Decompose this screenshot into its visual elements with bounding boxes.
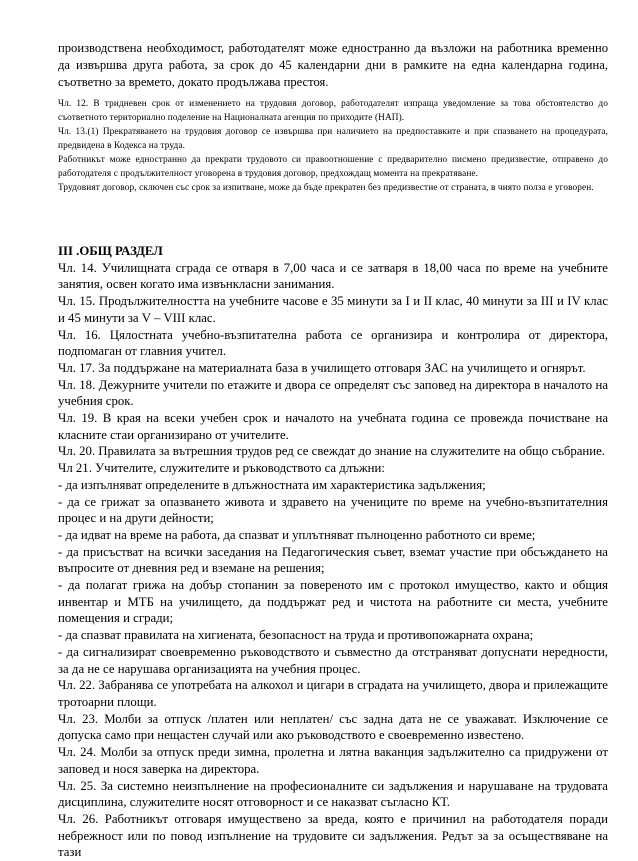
small-print-section — [58, 97, 608, 195]
duty-item: - да идват на време на работа, да спазват и уплътняват пълноценно работното си време; — [58, 527, 536, 542]
article-17: Чл. 17. За поддържане на материалната база в училището отговаря ЗАС на училището и огнярът. — [58, 360, 586, 375]
article-13-paragraph: Чл. 13.(1) Прекратяването на трудовия договор се извършва при наличието на предпоставките и при спазването на процедурата, предвидена в Кодекса на труда. — [58, 127, 608, 151]
probation-contract-paragraph: Трудовият договор, сключен със срок за изпитване, може да бъде прекратен без предизвестие от страната, в чиято полза е уговорен. — [58, 183, 594, 193]
article-12-paragraph: Чл. 12. В тридневен срок от изменението на трудовия договор, работодателят изпраща уведомление за това обстоятелство до съответното териториално поделение на Националната агенция по приходите (НАП). — [58, 99, 608, 123]
article-14: Чл. 14. Училищната сграда се отваря в 7,00 часа и се затваря в 18,00 часа по време на учебните занятия, освен когато има извънкласни занимания. — [58, 260, 608, 292]
top-paragraph: производствена необходимост, работодателят може едностранно да възложи на работника временно да извършва друга работа, за срок до 45 календарни дни в рамките на една календарна година, съответно за времето, докато продължава престоя. — [58, 41, 608, 89]
duty-item: - да се грижат за опазването живота и здравето на учениците по време на учебно-възпитателния процес и на други дейности; — [58, 494, 608, 526]
article-16: Чл. 16. Цялостната учебно-възпитателна работа се организира и контролира от директора, подпомаган от главния учител. — [58, 327, 608, 359]
article-19: Чл. 19. В края на всеки учебен срок и началото на учебната година се провежда почистване на класните стаи организирано от учителите. — [58, 411, 608, 442]
duty-item: - да полагат грижа на добър стопанин за повереното им с протокол имущество, както и общия инвентар и МТБ на училището, да поддържат ред и чистота на работните си места, учебните помещения и сгради; — [58, 578, 608, 626]
duty-item: - да спазват правилата на хигиената, безопасност на труда и противопожарната охрана; — [58, 628, 534, 643]
general-section — [58, 243, 608, 861]
article-20: Чл. 20. Правилата за вътрешния трудов ред се свеждат до знание на служителите на общо събрание. — [58, 444, 605, 459]
duty-item: - да изпълняват определените в длъжностната им характеристика задължения; — [58, 477, 486, 492]
article-18: Чл. 18. Дежурните учители по етажите и двора се определят със заповед на директора в началото на учебния срок. — [58, 377, 608, 409]
resignation-notice-paragraph: Работникът може едностранно да прекрати трудовото си правоотношение с предварително писмено предизвестие, отправено до работодателя с продължителност уговорена в трудовия договор, предхождащ момента на прекратяване. — [58, 155, 608, 179]
duty-item: - да присъстват на всички заседания на Педагогическия съвет, вземат участие при обсъждането на въпросите от дневния ред и вземане на решения; — [58, 544, 608, 576]
article-25: Чл. 25. За системно неизпълнение на професионалните си задължения и нарушаване на трудовата дисциплина, служителите носят отговорност и се наказват съгласно КТ. — [58, 778, 608, 810]
article-22: Чл. 22. Забранява се употребата на алкохол и цигари в сградата на училището, двора и прилежащите тротоарни площи. — [58, 678, 608, 709]
section-heading: III .ОБЩ РАЗДЕЛ — [58, 244, 163, 258]
article-21: Чл 21. Учителите, служителите и ръководството са длъжни: — [58, 461, 385, 476]
duty-item: - да сигнализират своевременно ръководството и съвместно да отстраняват допуснати нередности, за да не се нарушава организацията на учебния процес. — [58, 644, 608, 676]
article-24: Чл. 24. Молби за отпуск преди зимна, пролетна и лятна ваканция задължително са придружени от заповед и нося заверка на директора. — [58, 745, 608, 776]
article-15: Чл. 15. Продължителността на учебните часове е 35 минути за I и II клас, 40 минути за III и IV клас и 45 минути за V – VIII клас. — [58, 294, 608, 325]
article-23: Чл. 23. Молби за отпуск /платен или неплатен/ със задна дата не се уважават. Изключение се допуска само при нещастен случай или ако ръководството е своевременно известено. — [58, 711, 608, 743]
article-26: Чл. 26. Работникът отговаря имуществено за вреда, която е причинил на работодателя поради небрежност или по повод изпълнение на трудовите си задължения. Редът за за осъществяване на тази — [58, 811, 608, 860]
